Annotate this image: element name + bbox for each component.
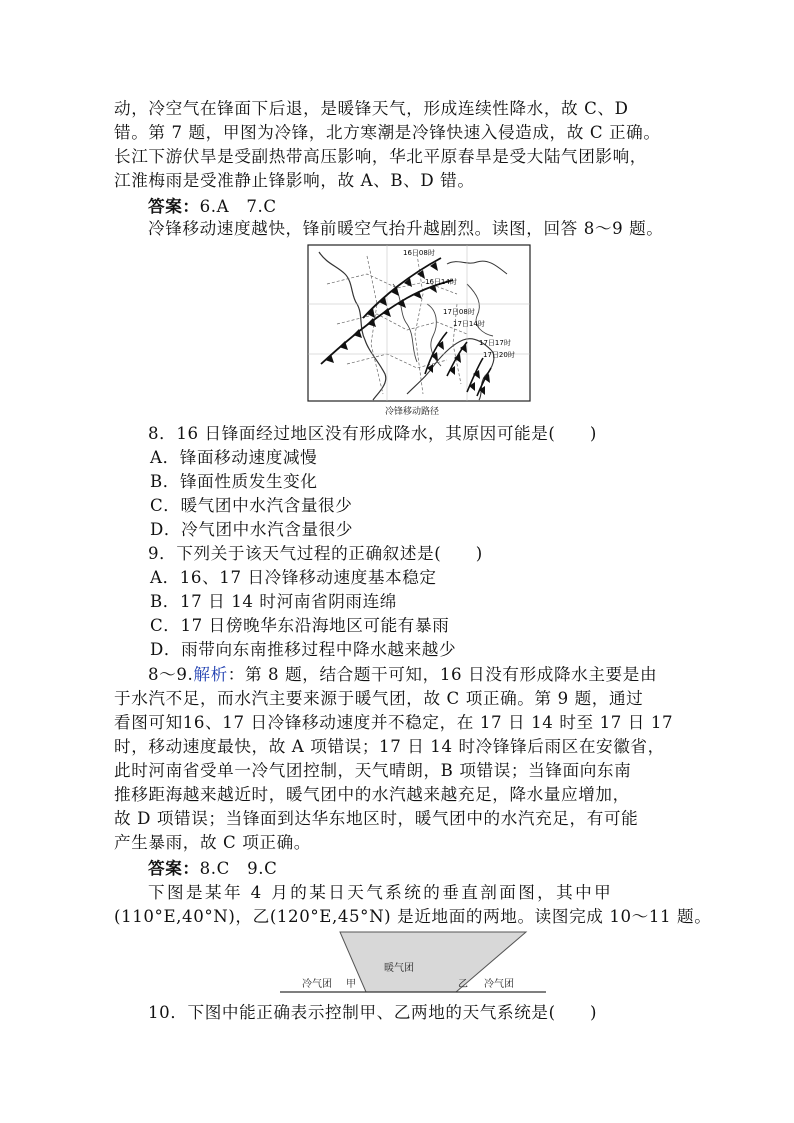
- text-line: 长江下游伏旱是受副热带高压影响，华北平原春旱是受大陆气团影响，: [114, 147, 648, 166]
- answer-line: [148, 195, 277, 218]
- jia-label: 甲: [346, 979, 356, 990]
- intro-line: 冷锋移动速度越快，锋前暖空气抬升越剧烈。读图，回答 8～9 题。: [148, 219, 664, 238]
- section-image: [280, 930, 550, 996]
- vertical-section-figure: [280, 930, 550, 996]
- map-caption: 冷锋移动路径: [385, 407, 440, 417]
- yi-label: 乙: [458, 979, 468, 990]
- analysis-line: 时，移动速度最快，故 A 项错误；17 日 14 时冷锋锋后雨区在安徽省，: [114, 737, 665, 756]
- analysis-line: 推移距海越来越近时，暖气团中的水汽越来越充足，降水量应增加，: [114, 785, 630, 804]
- option-c: C．暖气团中水汽含量很少: [150, 496, 353, 515]
- analysis-line: [148, 664, 657, 686]
- answer-text: 6.A 7.C: [199, 197, 277, 216]
- option-a: A．16、17 日冷锋移动速度基本稳定: [150, 568, 437, 587]
- analysis-prefix: 8～9.: [148, 665, 194, 684]
- analysis-line: 看图可知16、17 日冷锋移动速度并不稳定，在 17 日 14 时至 17 日 17: [114, 713, 674, 732]
- map-time-label: 16日14时: [425, 278, 457, 286]
- map-time-label: 17日08时: [443, 308, 475, 316]
- analysis-text: ：第 8 题，结合题干可知，16 日没有形成降水主要是由: [227, 665, 658, 684]
- intro-line: (110°E,40°N)，乙(120°E,45°N) 是近地面的两地。读图完成 10～11 题。: [114, 907, 712, 926]
- analysis-line: 故 D 项错误；当锋面到达华东地区时，暖气团中的水汽充足，有可能: [114, 809, 639, 828]
- cold-air-right-label: 冷气团: [484, 979, 514, 990]
- cold-air-left-label: 冷气团: [302, 979, 332, 990]
- analysis-line: 产生暴雨，故 C 项正确。: [114, 833, 311, 852]
- question-stem: 10．下图中能正确表示控制甲、乙两地的天气系统是( ): [148, 1003, 598, 1022]
- option-b: B．17 日 14 时河南省阴雨连绵: [150, 592, 397, 611]
- text-line: 动，冷空气在锋面下后退，是暖锋天气，形成连续性降水，故 C、D: [114, 99, 629, 118]
- map-time-label: 16日08时: [403, 249, 435, 257]
- cold-front-map: [307, 244, 531, 416]
- analysis-line: 此时河南省受单一冷气团控制，天气晴朗，B 项错误；当锋面向东南: [114, 761, 632, 780]
- option-d: D．雨带向东南推移过程中降水越来越少: [150, 640, 457, 659]
- option-a: A．锋面移动速度减慢: [150, 448, 318, 467]
- answer-line: [148, 857, 277, 880]
- text-line: 江淮梅雨是受准静止锋影响，故 A、B、D 错。: [114, 171, 475, 190]
- answer-label: 答案：: [148, 196, 200, 216]
- option-d: D．冷气团中水汽含量很少: [150, 520, 354, 539]
- map-time-label: 17日14时: [453, 320, 485, 328]
- option-b: B．锋面性质发生变化: [150, 472, 318, 491]
- analysis-label: 解析: [193, 665, 228, 684]
- question-stem: 9．下列关于该天气过程的正确叙述是( ): [148, 544, 483, 563]
- analysis-line: 于水汽不足，而水汽主要来源于暖气团，故 C 项正确。第 9 题，通过: [114, 689, 644, 708]
- intro-line: 下图是某年 4 月的某日天气系统的垂直剖面图，其中甲: [148, 883, 614, 902]
- map-image: [307, 244, 531, 402]
- question-stem: 8．16 日锋面经过地区没有形成降水，其原因可能是( ): [148, 424, 597, 443]
- map-time-label: 17日17时: [479, 339, 511, 347]
- map-time-label: 17日20时: [483, 351, 515, 359]
- text-line: 错。第 7 题，甲图为冷锋，北方寒潮是冷锋快速入侵造成，故 C 正确。: [114, 123, 661, 142]
- option-c: C．17 日傍晚华东沿海地区可能有暴雨: [150, 616, 450, 635]
- answer-label: 答案：: [148, 858, 200, 878]
- answer-text: 8.C 9.C: [199, 859, 278, 878]
- warm-air-label: 暖气团: [384, 963, 414, 974]
